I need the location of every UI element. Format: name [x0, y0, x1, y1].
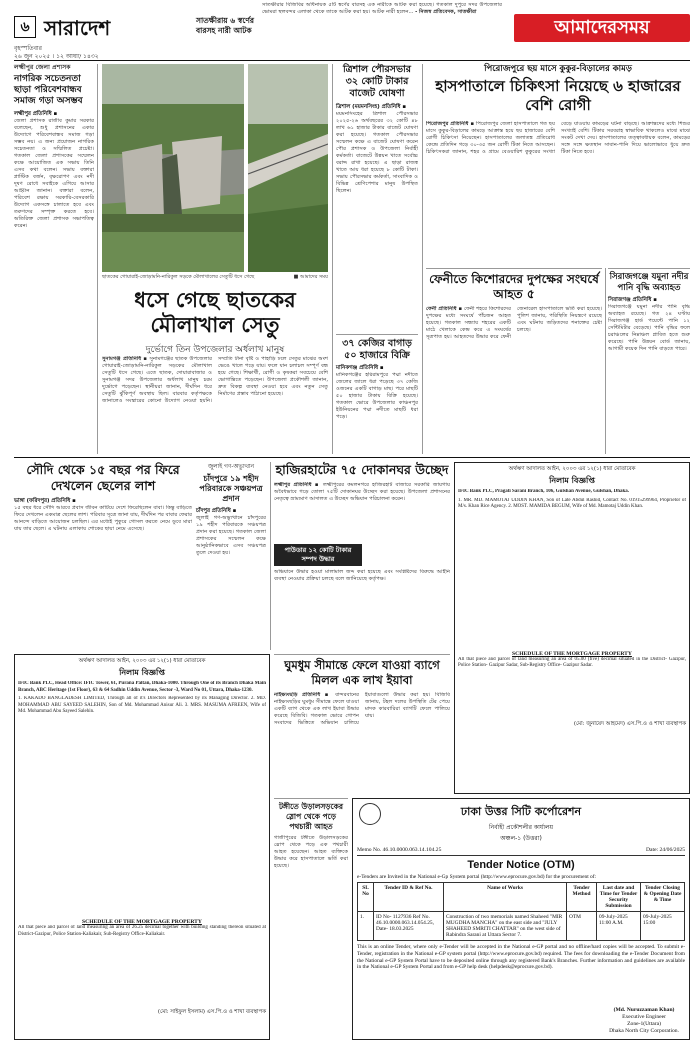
photo-credit: ■ আমাদের সময় [293, 274, 328, 280]
feni-text: ফেনী শহরে কিশোরদের দুপক্ষের মধ্যে সংঘর্ষে পাঁচজন আহত হয়েছে। গতকাল সন্ধ্যায় শহরের একটি মাঠে খেলাকে কেন্দ্র করে এ সংঘর্ষের সূত্রপাত হয়। আহতদের উদ্ধার করে ফেনী জেনারেল হাসপাতালে ভর্তি করা হয়েছে। পুলিশ জানায়, পরিস্থিতি নিয়ন্ত্রণে রয়েছে এবং ঘটনায় জড়িতদের শনাক্তের চেষ্টা চলছে। [426, 306, 602, 340]
tender-signature [609, 1007, 679, 1035]
story-headline: ৩৭ কেজির বাগাড় ৫০ হাজারে বিক্রি [342, 338, 412, 361]
story-body [426, 306, 602, 446]
table-cell: Construction of two memorials named Shaheed "MIR MUGDHA MANCHA" on the east side and "JULY SHAHEED SMRITI CHATTAR" on the west side of Rabindra Sarani at Uttara Sector 7. [444, 912, 567, 941]
bridge-byline: সুনামগঞ্জ প্রতিনিধি ▪ [102, 356, 148, 362]
schedule-title: SCHEDULE OF THE MORTGAGE PROPERTY [512, 650, 632, 657]
saudi-story [14, 462, 192, 650]
story-headline: ঘুমধুম সীমান্তে ফেলে যাওয়া ব্যাগে মিলল এক লাখ ইয়াবা [284, 658, 440, 687]
section-rule [14, 457, 690, 458]
table-header-cell: Tender Closing & Opening Date & Time [641, 883, 685, 912]
schedule-title: SCHEDULE OF THE MORTGAGE PROPERTY [82, 919, 202, 925]
story-headline: হাজিরহাটের ৭৫ দোকানঘর উচ্ছেদ [275, 462, 449, 477]
table-cell: 09-July-2025 15:00 [641, 912, 685, 941]
signer-title: Executive Engineer [622, 1014, 667, 1020]
story-headline: ফেনীতে কিশোরদের দুপক্ষের সংঘর্ষে আহত ৫ [429, 272, 599, 301]
table-cell: 1. [358, 912, 374, 941]
table-row [358, 912, 685, 941]
issue-date: ২৬ জুন ২০২৫ । ১২ আষাঢ় ১৪৩২ [14, 53, 99, 60]
story-kicker: জুলাই গণ-অভ্যুত্থান [207, 464, 255, 470]
top-brief [262, 2, 502, 58]
dncc-office: নির্বাহী প্রকৌশলীর কার্যালয় [488, 824, 554, 831]
side-headline: সাতক্ষীরায় ৬ স্বর্ণের বারসহ নারী আটক [196, 16, 255, 35]
story-kicker: পিরোজপুরে ছয় মাসে কুকুর-বিড়ালের কামড় [484, 64, 632, 74]
pirojpur-byline: পিরোজপুর প্রতিনিধি ▪ [426, 121, 475, 127]
story-kicker: লক্ষ্মীপুর জেলা প্রশাসক [14, 64, 71, 71]
story-headline: সিরাজগঞ্জে যমুনা নদীর পানি বৃদ্ধি অব্যাহত [609, 272, 689, 293]
tender-table [357, 882, 685, 941]
notice-signer: (মো: সাইফুল ইসলাম) এস.পি.ও ও শাখা ব্যবস্থাপক [157, 1009, 266, 1015]
pirojpur-text: পিরোজপুর জেলা হাসপাতালে গত ছয় মাসে কুকুর-বিড়ালের কামড়ে আক্রান্ত হয়ে ছয় হাজারের বেশি রোগী চিকিৎসা নিয়েছেন। হাসপাতালের জলাতঙ্ক প্রতিরোধ কেন্দ্রে প্রতিদিন গড়ে ৩০-৩৫ জন রোগী টিকা নিতে আসছেন। চিকিৎসকরা জানান, শহর ও গ্রামে বেওয়ারিশ কুকুরের সংখ্যা বেড়ে যাওয়ায় কামড়ের ঘটনা বাড়ছে। আক্রান্তদের মধ্যে শিশুর সংখ্যাই বেশি। টিকার সরবরাহ স্বাভাবিক থাকলেও মাঝে মাঝে সংকট দেখা দেয়। হাসপাতালের তত্ত্বাবধায়ক বলেন, কামড়ের সঙ্গে সঙ্গে ক্ষতস্থান সাবান-পানি দিয়ে ভালোভাবে ধুয়ে দ্রুত টিকা নিতে হবে। [426, 121, 690, 155]
story-headline: ত্রিশাল পৌরসভার ৩২ কোটি টাকার বাজেট ঘোষণা [342, 64, 412, 99]
top-brief-text: সাতক্ষীরার বিজিবির অধিনায়ক ৫টি স্বর্ণের বারসহ এক নারীকে আটক করা হয়েছে। গতকাল দুপুরে সদর উপজেলার ভোমরা স্থলবন্দর এলাকা থেকে তাকে আটক করা হয়। আটক নারী হলেন... [262, 2, 502, 15]
powder-box: পাউডার ১২ কোটি টাকার সম্পদ উদ্ধার [274, 544, 362, 566]
yaba-story [274, 654, 450, 794]
story-body: সিরাজগঞ্জে যমুনা নদীর পানি বৃদ্ধি অব্যাহত রয়েছে। গত ২৪ ঘণ্টায় সিরাজগঞ্জ হার্ড পয়েন্টে পানি ১২ সেন্টিমিটার বেড়েছে। পানি বৃদ্ধির ফলে চরাঞ্চলের নিম্নাঞ্চল প্লাবিত হতে শুরু করেছে। পানি উন্নয়ন বোর্ড জানায়, আগামী কয়েক দিন পানি বাড়তে পারে। [608, 304, 690, 352]
masthead [0, 0, 700, 62]
table-cell: ID No- 1127936 Ref No. 46.10.0000.063.14.054.25, Date- 18.03.2025 [374, 912, 444, 941]
story-byline: মানিকগঞ্জ প্রতিনিধি ▪ [336, 365, 384, 371]
signer-org: Dhaka North City Corporation. [609, 1028, 679, 1034]
masthead-rule [14, 60, 690, 61]
story-headline: সৌদি থেকে ১৫ বছর পর ফিরে দেখলেন ছেলের লাশ [26, 462, 180, 493]
bagda-story [336, 334, 418, 454]
notice-borrowers: 1. KAKADO BANGLADESH LIMITED, Through all of it's Directors Represented by its Managing Director. 2. MD. MOHAMMAD ABU SAYEED SALEHIN, Son of Md. Mohammad Anisur Ali. 3. MRS. MASUMA AFREEN, Wife of Md. Mohammad Abu Sayeed Salehin. [18, 696, 266, 714]
notice-law: অর্থঋণ আদালত আইন, ২০০৩ এর ১২(১) ধারা মোতাবেক [78, 658, 206, 664]
story-body [426, 121, 690, 271]
table-cell: OTM [567, 912, 597, 941]
story-body [274, 482, 450, 540]
notice-law: অর্থঋণ আদালত আইন, ২০০৩ এর ১২(১) ধারা মোতাবেক [508, 466, 636, 472]
tender-title: Tender Notice (OTM) [467, 859, 575, 871]
pirojpur-story [426, 64, 690, 264]
hajirhat-byline: লক্ষ্মীপুর প্রতিনিধি ▪ [274, 482, 320, 488]
column-divider [97, 64, 98, 454]
tender-table-header [358, 883, 685, 912]
issue-day: বৃহস্পতিবার [14, 45, 42, 52]
hajirhat-story [274, 462, 450, 650]
bridge-rail-illustration [248, 64, 328, 272]
top-brief-byline: - নিজস্ব প্রতিবেদক, সাতক্ষীরা [415, 9, 477, 15]
notice-bank: IFIC Bank PLC, Head Office: IFIC Tower, 61, Purana Paltan, Dhaka-1000. Through One of its Branch Dhaka Main Branch, ABC Heritage (1st Floor), 63 & 64 Sadhin Uddin Avenue, Sector -3, Ward No 01, Uttara, Dhaka-1230. [18, 681, 266, 693]
bridge-photo [102, 64, 244, 272]
table-header-cell: Tender Method [567, 883, 597, 912]
section-title: সারাদেশ [44, 16, 111, 40]
tender-footer: This is an online Tender, where only e-Tender will be accepted in the National e-GP portal and no offline/hard copies will be accepted. To submit e-Tender, registration in the National e-GP system portal (http://www.eprocure.gov.bd) required. The fees for downloading the e-Tender Document from the National e-GP System Portal have to be deposited online through any registered Bank's Branches. Further information and guidelines are available in the National e-GP System Portal and from e-GP help desk (helpdesk@eprocure.gov.bd). [357, 944, 685, 971]
signer-name: (Md. Nuruzzaman Khan) [613, 1007, 675, 1013]
column-divider [332, 64, 333, 454]
column-divider [605, 268, 606, 454]
column-divider [270, 462, 271, 650]
signer-zone: Zone-1(Uttara) [627, 1021, 661, 1027]
dncc-title: ঢাকা উত্তর সিটি কর্পোরেশন [460, 805, 582, 818]
notice-title: নিলাম বিজ্ঞপ্তি [119, 668, 165, 677]
story-byline: সিরাজগঞ্জ প্রতিনিধি ▪ [608, 297, 657, 303]
schedule-text: All that piece and parcel of land measuring an area of 26.25 decimal together with building standing thereon situated at District-Gazipur, Police Station-Kaliakair, Sub-Registry Office-Kaliakair. [18, 925, 266, 937]
uttara-story [274, 798, 348, 1040]
table-header-cell: Name of Works [444, 883, 567, 912]
feni-byline: ফেনী প্রতিনিধি ▪ [426, 306, 463, 312]
page-number: ৬ [14, 16, 36, 38]
lakshmipur-story [14, 64, 94, 454]
dncc-tender-notice [352, 798, 690, 1040]
memo-date: Date: 24/06/2025 [646, 847, 685, 853]
memo-row [357, 847, 685, 856]
dncc-seal [359, 803, 381, 825]
story-byline: লক্ষ্মীপুর প্রতিনিধি ▪ [14, 111, 58, 117]
notice-title: নিলাম বিজ্ঞপ্তি [549, 476, 595, 485]
chandpur-story [196, 462, 266, 650]
story-body [274, 692, 450, 780]
memo-number: Memo No. 46.10.0000.063.14.104.25 [357, 847, 442, 853]
caption-text: ছাতকের গোয়ারাই-জোড়ামনি-নারিকুল সড়কে মৌলাখালের সেতুটি ধসে গেছে [102, 274, 255, 280]
story-headline: হাসপাতালে চিকিৎসা নিয়েছে ৬ হাজারের বেশি রোগী [435, 77, 681, 114]
bridge-illustration [102, 64, 244, 272]
notice-borrowers: 1. MR. MD. MAMOTAJ UDDIN KHAN, Son of Late Abdul Rashid, Contact No. 01915299964, Proprietor of M/s. Khan Rice Agency. 2. MOST. MAMIDA BEGUM, Wife of Md. Mamotaj Uddin Khan. [458, 497, 686, 509]
story-byline: চাঁদপুর প্রতিনিধি ▪ [196, 508, 237, 514]
yaba-byline: নাইক্ষ্যংছড়ি প্রতিনিধি ▪ [274, 692, 331, 698]
dncc-zone: অঞ্চল-১ (উত্তরা) [500, 835, 542, 842]
story-body: জেলা প্রশাসক রাজীব কুমার সরকার বলেছেন, শুধু প্রশাসনের একার উদ্যোগে পরিবেশবান্ধব সমাজ গড়া সম্ভব নয়। এ জন্য প্রয়োজন নাগরিক সচেতনতা ও সম্মিলিত প্রচেষ্টা। গতকাল জেলা প্রশাসকের সম্মেলন কক্ষে আয়োজিত এক সভায় তিনি এসব কথা বলেন। সভায় বক্তারা প্লাস্টিক বর্জন, বৃক্ষরোপণ এবং নদী দূষণ রোধে সবাইকে এগিয়ে আসার আহ্বান জানান। বক্তারা বলেন, পরিবেশ রক্ষায় সরকারি-বেসরকারি উদ্যোগ একসঙ্গে চালাতে হবে এবং তরুণদের সম্পৃক্ত করতে হবে। অতিরিক্ত জেলা প্রশাসক সভাপতিত্ব করেন। [14, 118, 94, 229]
auction-notice-left [14, 654, 270, 1040]
notice-bank: IFIC Bank PLC, Pragati Sarani Branch, 106, Gulshan Avenue, Gulshan, Dhaka. [458, 489, 630, 494]
trishal-story [336, 64, 418, 364]
feni-story [426, 268, 602, 454]
story-headline: চাঁদপুরে ১৯ শহীদ পরিবারকে সঞ্চয়পত্র প্রদান [199, 474, 263, 503]
story-body: মানিকগঞ্জের হরিরামপুরে পদ্মা নদীতে জেলের জালে ধরা পড়েছে ৩৭ কেজি ওজনের একটি বাগাড় মাছ। পরে মাছটি ৫০ হাজার টাকায় বিক্রি হয়েছে। গতকাল ভোরে উপজেলার কাঞ্চনপুর ইউনিয়নের পদ্মা নদীতে মাছটি ধরা পড়ে। [336, 372, 418, 420]
story-headline: টঙ্গীতে উড়ালসড়কের স্লোপ থেকে পড়ে পথচারী আহত [278, 802, 344, 831]
table-header-cell: Tender ID & Ref No. [374, 883, 444, 912]
story-body: গাজীপুরের টঙ্গীতে উড়ালসড়কের স্লোপ থেকে পড়ে এক পথচারী আহত হয়েছেন। আহত ব্যক্তিকে উদ্ধার করে হাসপাতালে ভর্তি করা হয়েছে। [274, 835, 348, 869]
bridge-body [102, 356, 328, 454]
story-headline: নাগরিক সচেতনতা ছাড়া পরিবেশবান্ধব সমাজ গড়া অসম্ভব [14, 74, 83, 106]
brand-logo: আমাদেরসময় [514, 14, 690, 42]
story-byline: ভাঙ্গা (ফরিদপুর) প্রতিনিধি ▪ [14, 498, 76, 504]
yaba-text: বান্দরবানের নাইক্ষ্যংছড়ির ঘুমধুম সীমান্তে ফেলে যাওয়া একটি ব্যাগ থেকে এক লাখ ইয়াবা উদ্ধার করেছে বিজিবি। গতকাল ভোরে গোপন সংবাদের ভিত্তিতে অভিযান চালিয়ে ইয়াবাগুলো উদ্ধার করা হয়। বিজিবি জানায়, টহল দলের উপস্থিতি টের পেয়ে মাদক কারবারিরা ব্যাগটি ফেলে পালিয়ে যায়। [274, 692, 450, 726]
schedule-text: All that piece and parcel of land measuring an area of 05.00 (five) decimal situated in the District- Gazipur, Police Station- Gazipur Sadar, Sub-Registry Office- Gazipur Sadar. [458, 656, 686, 668]
bridge-subhead: দুর্ভোগে তিন উপজেলার অর্ধলাখ মানুষ [145, 345, 285, 355]
table-header-cell: SL No [358, 883, 374, 912]
story-byline: ত্রিশাল (ময়মনসিংহ) প্রতিনিধি ▪ [336, 104, 407, 110]
table-cell: 09-July-2025 11:00 A.M. [597, 912, 641, 941]
bridge-caption [102, 274, 328, 282]
story-body: ১৫ বছর ধরে সৌদি আরবে প্রবাস জীবন কাটিয়ে দেশে ফিরেছিলেন বাবা। কিন্তু বাড়িতে ফিরে দেখলেন একমাত্র ছেলের লাশ। পরিবার সূত্রে জানা যায়, দীর্ঘদিন পর বাবার ফেরার আনন্দে বাড়িতে আয়োজন চলছিল। এর মধ্যেই পুকুরে গোসল করতে নেমে ডুবে মারা যায় তার ছেলে। এ ঘটনায় এলাকায় শোকের ছায়া নেমে এসেছে। [14, 505, 192, 532]
column-divider [422, 64, 423, 454]
bridge-text: সুনামগঞ্জের ছাতক উপজেলার গোয়ারাই-জোড়ামনি-নারিকুল সড়কের মৌলাখাল সেতুটি ধসে গেছে। এতে ছাতক, দোয়ারাবাজার ও সুনামগঞ্জ সদর উপজেলার অর্ধলাখ মানুষ চরম দুর্ভোগে পড়েছেন। স্থানীয়রা জানান, দীর্ঘদিন ধরে সেতুটি ঝুঁকিপূর্ণ অবস্থায় ছিল। বারবার কর্তৃপক্ষকে জানালেও সংস্কারের কোনো উদ্যোগ নেওয়া হয়নি। সম্প্রতি টানা বৃষ্টি ও পাহাড়ি ঢলে সেতুর মাঝের অংশ ভেঙে খালে পড়ে যায়। ফলে যান চলাচল সম্পূর্ণ বন্ধ হয়ে গেছে। শিক্ষার্থী, রোগী ও কৃষকরা সবচেয়ে বেশি ভোগান্তিতে পড়েছেন। উপজেলা প্রকৌশলী জানান, দ্রুত বিকল্প ব্যবস্থা নেওয়া হবে এবং নতুন সেতু নির্মাণের প্রস্তাব পাঠানো হয়েছে। [102, 356, 328, 404]
powder-body: অভিযানে উদ্ধার হওয়া মালামাল জব্দ করা হয়েছে এবং সংশ্লিষ্টদের বিরুদ্ধে আইনি ব্যবস্থা নেওয়ার প্রক্রিয়া চলছে বলে জানিয়েছে কর্তৃপক্ষ। [274, 569, 450, 582]
story-body: জুলাই গণ-অভ্যুত্থানে চাঁদপুরের ১৯ শহীদ পরিবারকে সঞ্চয়পত্র প্রদান করা হয়েছে। গতকাল জেলা প্রশাসকের সম্মেলন কক্ষে আনুষ্ঠানিকভাবে এসব সঞ্চয়পত্র তুলে দেওয়া হয়। [196, 515, 266, 556]
hajirhat-text: লক্ষ্মীপুরের কমলনগরে হাজিরহাট বাজারে সরকারি জায়গায় অবৈধভাবে গড়ে তোলা ৭৫টি দোকানঘর উচ্ছেদ করা হয়েছে। উপজেলা প্রশাসনের নেতৃত্বে ভ্রাম্যমাণ আদালত এ উচ্ছেদ অভিযান পরিচালনা করেন। [274, 482, 450, 502]
notice-signer: (মো: জুনায়েদ আহমেদ) এস.পি.ও ও শাখা ব্যবস্থাপক [573, 720, 686, 727]
table-header-cell: Last date and Time for Tender Security Submission [597, 883, 641, 912]
tender-intro: e-Tenders are Invited in the National e-Gp System portal (http://www.eprocure.gov.bd) for the procurement of: [357, 874, 597, 880]
sirajganj-story [608, 268, 690, 454]
bridge-photo-2 [248, 64, 328, 272]
story-body: ময়মনসিংহের ত্রিশাল পৌরসভার ২০২৫-২৬ অর্থবছরের ৩২ কোটি ৪৮ লাখ ৬১ হাজার টাকার বাজেট ঘোষণা করা হয়েছে। গতকাল পৌরসভার সম্মেলন কক্ষে এ বাজেট ঘোষণা করেন পৌর প্রশাসক ও উপজেলা নির্বাহী কর্মকর্তা। বাজেটে উন্নয়ন খাতে সর্বোচ্চ বরাদ্দ রাখা হয়েছে। এ ছাড়া রাজস্ব খাতে আয় ধরা হয়েছে ৮ কোটি টাকা। সভায় পৌরসভার কর্মকর্তা, সাংবাদিক ও বিভিন্ন শ্রেণিপেশার মানুষ উপস্থিত ছিলেন। [336, 111, 418, 194]
auction-notice-right [454, 462, 690, 794]
bridge-headline: ধসে গেছে ছাতকের মৌলাখাল সেতু [134, 288, 296, 337]
